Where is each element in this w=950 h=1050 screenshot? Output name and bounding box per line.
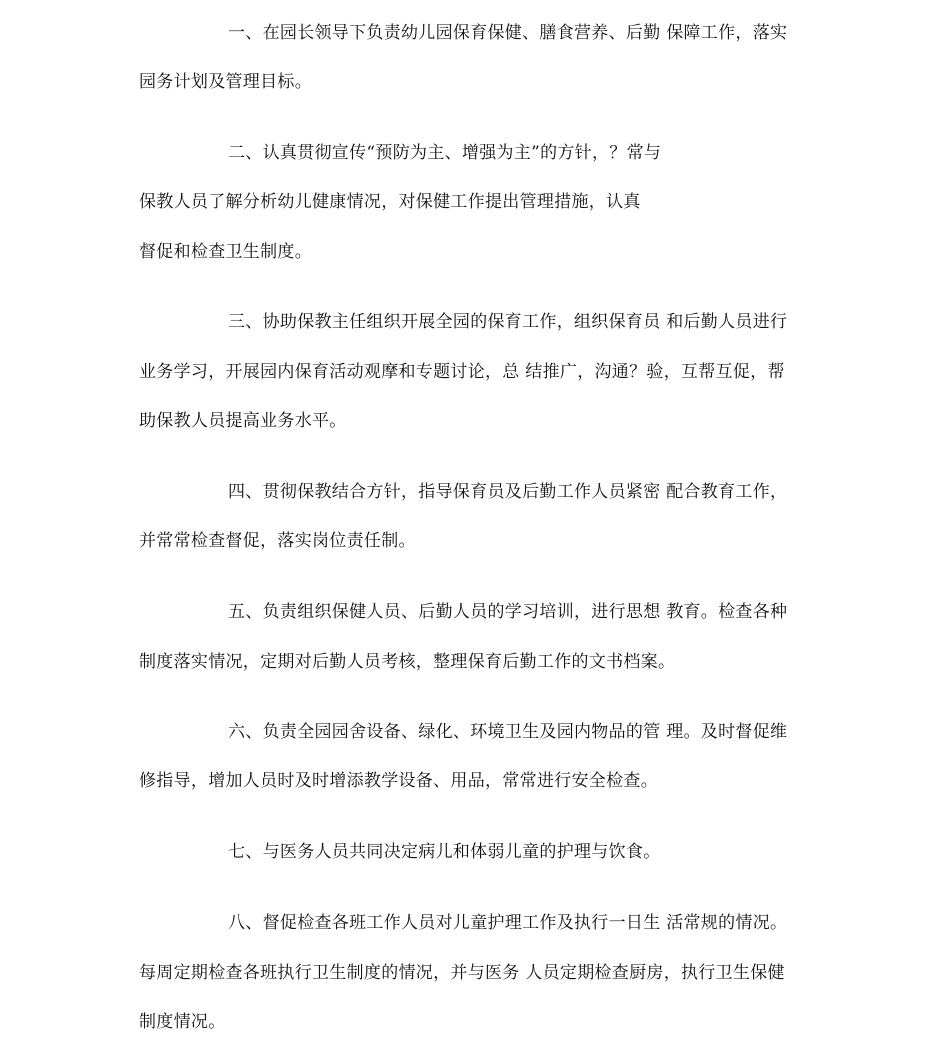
item-4-line-1: 四、贯彻保教结合方针，指导保育员及后勤工作人员紧密 配合教育工作， xyxy=(228,482,788,502)
item-1-line-1: 一、在园长领导下负责幼儿园保育保健、膳食营养、后勤 保障工作，落实 xyxy=(228,23,788,43)
item-8-line-1: 八、督促检查各班工作人员对儿童护理工作及执行一日生 活常规的情况。 xyxy=(228,913,788,933)
item-5-line-1: 五、负责组织保健人员、后勤人员的学习培训，进行思想 教育。检查各种 xyxy=(228,602,788,622)
item-2-line-1: 二、认真贯彻宣传“预防为主、增强为主”的方针，？常与 xyxy=(228,143,662,163)
item-2-line-3: 督促和检查卫生制度。 xyxy=(139,242,312,262)
item-6-line-1: 六、负责全园园舍设备、绿化、环境卫生及园内物品的管 理。及时督促维 xyxy=(228,722,788,742)
item-5-line-2: 制度落实情况，定期对后勤人员考核，整理保育后勤工作的文书档案。 xyxy=(139,652,676,672)
item-8-line-2: 每周定期检查各班执行卫生制度的情况，并与医务 人员定期检查厨房，执行卫生保健 xyxy=(139,963,785,983)
item-1-line-2: 园务计划及管理目标。 xyxy=(139,72,312,92)
item-7-line-1: 七、与医务人员共同决定病儿和体弱儿童的护理与饮食。 xyxy=(228,842,661,862)
item-3-line-2: 业务学习，开展园内保育活动观摩和专题讨论，总 结推广，沟通？验，互帮互促，帮 xyxy=(139,362,785,382)
item-8-line-3: 制度情况。 xyxy=(139,1012,226,1032)
item-2-line-2: 保教人员了解分析幼儿健康情况，对保健工作提出管理措施，认真 xyxy=(139,192,641,212)
item-4-line-2: 并常常检查督促，落实岗位责任制。 xyxy=(139,531,416,551)
item-3-line-1: 三、协助保教主任组织开展全园的保育工作，组织保育员 和后勤人员进行 xyxy=(228,312,788,332)
item-6-line-2: 修指导，增加人员时及时增添教学设备、用品，常常进行安全检查。 xyxy=(139,771,658,791)
item-3-line-3: 助保教人员提高业务水平。 xyxy=(139,411,347,431)
